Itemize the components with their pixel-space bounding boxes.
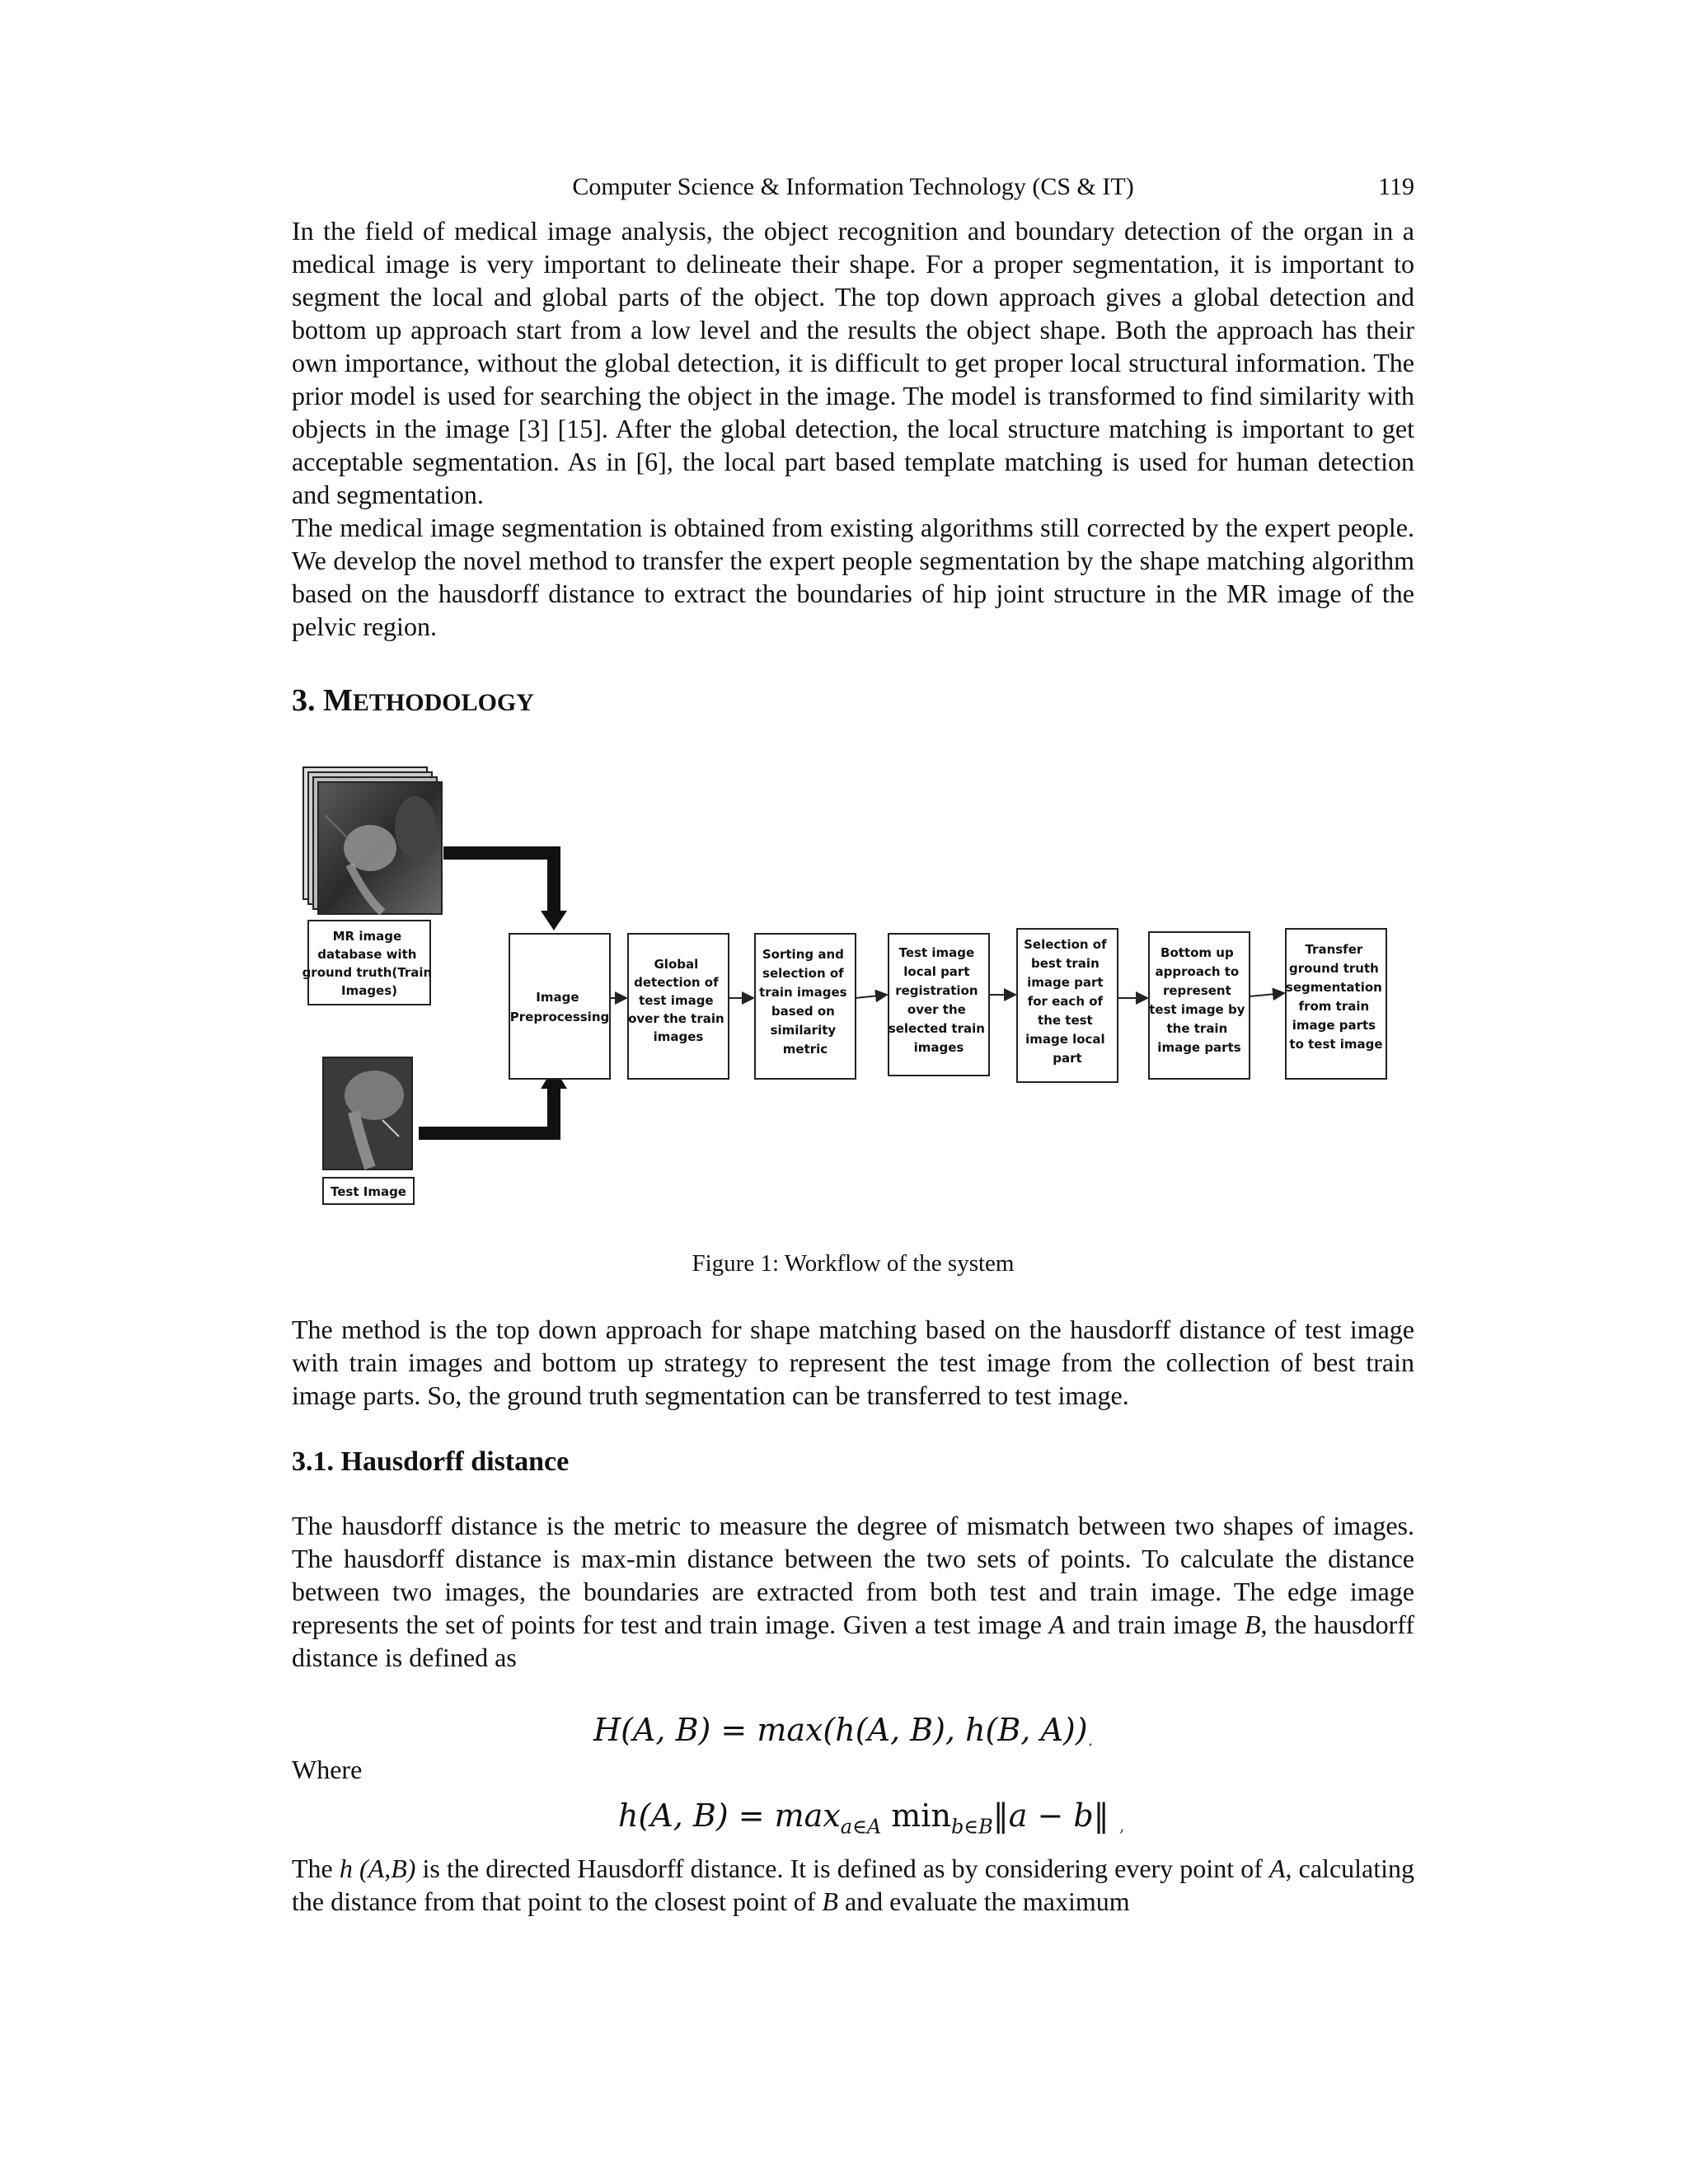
var-A: A — [1048, 1610, 1066, 1639]
box5-line4: for each of — [1027, 994, 1104, 1009]
box2-line2: detection of — [634, 975, 719, 990]
box6-line3: represent — [1162, 983, 1231, 998]
box4-line2: local part — [903, 964, 970, 979]
section-number: 3. — [292, 683, 316, 718]
hausdorff-text-end: , the hausdorff distance is defined as — [292, 1610, 1415, 1672]
thick-arrow-top — [443, 853, 554, 914]
equation-directed: h(A, $B) = \max_{a\in A}$ $\min_{b\in B}‖a$ − b‖ , — [618, 1797, 1125, 1839]
paragraph-directed — [292, 1852, 1414, 1918]
equation-hausdorff: H(A, B) = max(h(A, B), h(B, A)). — [593, 1712, 1094, 1750]
box6-line6: image parts — [1157, 1040, 1241, 1055]
arrow-3 — [856, 995, 887, 998]
box3-line2: selection of — [762, 966, 844, 981]
mr-db-line-4: Images) — [340, 983, 398, 998]
process-box-local-registration — [889, 934, 989, 1076]
thick-arrow-bottom — [419, 1085, 554, 1133]
box5-line6: image local — [1025, 1032, 1105, 1047]
box7-line3: segmentation — [1285, 980, 1382, 995]
box4-line6: images — [913, 1040, 964, 1055]
thick-arrowhead-top — [541, 911, 567, 930]
box4-line4: over the — [907, 1002, 966, 1017]
process-box-best-part-selection — [1017, 929, 1118, 1082]
p5-mid2: , calculating the distance from that point to the closest point of — [292, 1854, 1415, 1916]
eq2-sub-b: b∈B — [950, 1815, 993, 1839]
box3-line4: based on — [771, 1004, 835, 1019]
process-box-transfer — [1286, 929, 1386, 1079]
box2-line1: Global — [654, 957, 699, 972]
hausdorff-text-mid: and train image — [1071, 1610, 1238, 1639]
box5-line5: the test — [1038, 1013, 1093, 1028]
paragraph-method: The method is the top down approach for shape matching based on the hausdorff distance of test image with train images and bottom up strategy to represent the test image from the collection of best train image parts. So, the ground truth segmentation can be transferred to test image. — [292, 1315, 1414, 1410]
section-rest: ETHODOLOGY — [352, 689, 534, 716]
paragraph-intro: In the field of medical image analysis, the object recognition and boundary detection of the organ in a medical image is very important to delineate their shape. For a proper segmentation, it is important to segment the local and global parts of the object. The top down approach gives a global detection and bottom up approach start from a low level and the results the object shape. Both the approach has their own importance, without the global detection, it is difficult to get proper local structural information. The prior model is used for searching the object in the image. The model is transformed to find similarity with objects in the image [3] [15]. After the global detection, the local structure matching is important to get acceptable segmentation. As in [6], the local part based template matching is used for human detection and segmentation. — [292, 216, 1414, 509]
test-image-label: Test Image — [331, 1184, 406, 1199]
hausdorff-text: The hausdorff distance is the metric to measure the degree of mismatch between two shapes of images. The hausdorff distance is max-min distance between the two sets of points. To calculate the distance between two images, the boundaries are extracted from both test and train image. The edge image represents the set of points for test and train image. Given a test image — [292, 1511, 1414, 1639]
page-number: 119 — [1378, 173, 1414, 200]
box7-line2: ground truth — [1288, 961, 1379, 976]
process-box-bottom-up — [1149, 932, 1250, 1079]
p5-end: and evaluate the maximum — [844, 1886, 1130, 1916]
box6-line1: Bottom up — [1160, 945, 1234, 960]
box6-line4: test image by — [1149, 1002, 1245, 1017]
workflow-diagram — [292, 766, 1414, 1244]
box1-line1: Image — [536, 990, 579, 1005]
section-heading-methodology — [292, 679, 1414, 724]
process-box-sorting — [755, 934, 856, 1079]
box5-line7: part — [1053, 1051, 1082, 1066]
eq2-sub-a: a∈A — [840, 1815, 882, 1839]
running-header — [292, 165, 1414, 214]
p5-start: The — [292, 1854, 333, 1883]
box3-line5: similarity — [770, 1023, 837, 1038]
eq2-lhs: h(A, B) = max — [618, 1797, 841, 1834]
eq2-rhs: ‖a − b‖ — [992, 1797, 1109, 1834]
equation-1: H(A, B) = max(h(A, B), h(B, A)) — [593, 1712, 1088, 1748]
figure-caption: Figure 1: Workflow of the system — [692, 1250, 1015, 1277]
box5-line1: Selection of — [1024, 937, 1107, 952]
box4-line5: selected train — [888, 1021, 985, 1036]
paragraph-hausdorff — [292, 1509, 1414, 1674]
box4-line1: Test image — [898, 945, 975, 960]
p5-a: A — [1268, 1854, 1286, 1883]
mr-image-stack — [303, 767, 442, 914]
box2-line3: test image — [639, 993, 714, 1008]
mr-db-line-3: ground truth(Train — [302, 965, 433, 980]
test-image — [323, 1057, 412, 1169]
box7-line5: image parts — [1292, 1018, 1376, 1033]
box2-line5: images — [653, 1029, 704, 1044]
process-box-preprocessing — [509, 934, 610, 1079]
mr-db-line-1: MR image — [332, 929, 402, 944]
section-first-letter: M — [323, 683, 353, 718]
box6-line2: approach to — [1155, 964, 1240, 979]
p5-hab: h (A,B) — [339, 1854, 416, 1883]
box2-line4: over the train — [628, 1011, 724, 1026]
paper-page — [292, 165, 1414, 1918]
where-label: Where — [292, 1755, 363, 1784]
box3-line6: metric — [782, 1042, 828, 1057]
box6-line5: the train — [1166, 1021, 1228, 1036]
workflow-figure — [292, 766, 1414, 1244]
subsection-heading-hausdorff: 3.1. Hausdorff distance — [292, 1446, 570, 1477]
box3-line1: Sorting and — [762, 947, 844, 962]
svg-text:Selection of best tr — [1024, 937, 1111, 1066]
equation-block — [292, 1712, 1414, 1852]
paragraph-segmentation: The medical image segmentation is obtained from existing algorithms still corrected by the expert people. We develop the novel method to transfer the expert people segmentation by the shape matching algorithm based on the hausdorff distance to extract the boundaries of hip joint structure in the MR image of the pelvic region. — [292, 513, 1414, 641]
box5-line3: image part — [1027, 975, 1104, 990]
arrow-6 — [1250, 993, 1284, 996]
eq2-min: min — [881, 1797, 951, 1834]
p5-mid: is the directed Hausdorff distance. It is defined as by considering every point of — [422, 1854, 1263, 1883]
mr-db-line-2: database with — [317, 947, 417, 962]
box1-line2: Preprocessing — [509, 1010, 610, 1024]
box7-line4: from train — [1298, 999, 1370, 1014]
var-B: B — [1244, 1610, 1261, 1639]
box5-line2: best train — [1031, 956, 1100, 971]
process-box-global-detection — [628, 934, 729, 1079]
box3-line3: train images — [759, 985, 847, 1000]
box7-line1: Transfer — [1305, 942, 1363, 957]
box7-line6: to test image — [1289, 1037, 1383, 1052]
box4-line3: registration — [895, 983, 978, 998]
journal-title: Computer Science & Information Technology (CS & IT) — [572, 173, 1134, 200]
p5-b: B — [822, 1886, 838, 1916]
